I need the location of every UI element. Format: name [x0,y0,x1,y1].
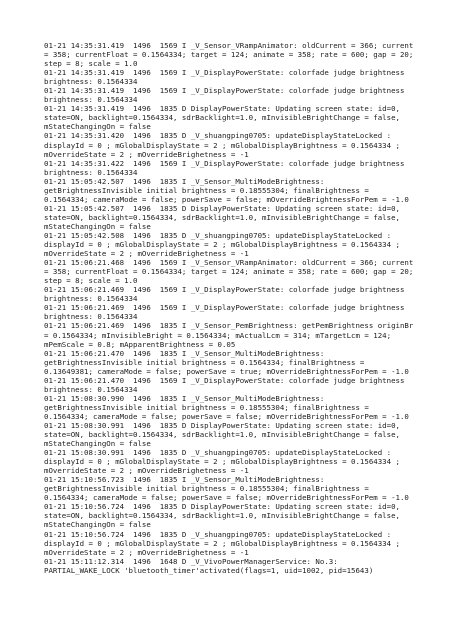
log-line: = 358; currentFloat = 0.1564334; target = 124; animate = 358; rate = 600; gap = 20; [44,50,414,60]
log-line: mStateChangingOn = false [44,122,151,132]
log-line: 01-21 14:35:31.419 1496 1835 D DisplayPowerState: Updating screen state: id=0, [44,104,400,114]
log-line: 01-21 15:06:21.470 1496 1569 I _V_DisplayPowerState: colorfade judge brightness [44,375,405,385]
log-line: 01-21 15:06:21.469 1496 1569 I _V_DisplayPowerState: colorfade judge brightness [44,285,405,295]
log-line: brightness: 0.1564334 [44,167,138,177]
log-line: 01-21 15:05:42.507 1496 1835 I _V_Sensor_MultiModeBrightness: [44,176,325,186]
log-line: 01-21 14:35:31.419 1496 1569 I _V_DisplayPowerState: colorfade judge brightness [44,86,405,96]
log-line: = 358; currentFloat = 0.1564334; target = 124; animate = 358; rate = 600; gap = 20; [44,267,414,277]
log-line: 01-21 14:35:31.420 1496 1835 D _V_shuangping0705: updateDisplayStateLocked : [44,131,392,141]
log-line: brightness: 0.1564334 [44,312,138,322]
log-line: displayId = 0 ; mGlobalDisplayState = 2 ; mGlobalDisplayBrightness = 0.1564334 ; [44,457,400,467]
log-line: PARTIAL_WAKE_LOCK 'bluetooth_timer'activated(flags=1, uid=1002, pid=15643) [44,565,374,575]
log-line: 01-21 15:05:42.508 1496 1835 D _V_shuangping0705: updateDisplayStateLocked : [44,230,392,240]
log-line: 01-21 15:10:56.724 1496 1835 D DisplayPowerState: Updating screen state: id=0, [44,502,400,512]
log-line: 0.1564334; cameraMode = false; powerSave = false; mOverrideBrightnessForPem = -1.0 [44,194,409,204]
log-line: 01-21 15:06:21.470 1496 1835 I _V_Sensor_MultiModeBrightness: [44,348,325,358]
log-line: getBrightnessInvisible initial brightness = 0.18555304; finalBrightness = [44,402,369,412]
log-line: state=ON, backlight=0.1564334, sdrBacklight=1.0, mInvisibleBrightChange = false, [44,430,400,440]
log-line: brightness: 0.1564334 [44,384,138,394]
log-line: mOverrideState = 2 ; mOverrideBrighetness = -1 [44,249,249,259]
log-line: step = 8; scale = 1.0 [44,276,138,286]
log-line: 0.1564334; cameraMode = false; powerSave = false; mOverrideBrightnessForPem = -1.0 [44,493,409,503]
log-line: 01-21 15:10:56.724 1496 1835 D _V_shuangping0705: updateDisplayStateLocked : [44,529,392,539]
log-line: mStateChangingOn = false [44,439,151,449]
log-line: 0.13649381; cameraMode = false; powerSave = true; mOverrideBrightnessForPem = -1.0 [44,366,409,376]
log-line: brightness: 0.1564334 [44,294,138,304]
log-line: 01-21 15:08:30.991 1496 1835 D _V_shuangping0705: updateDisplayStateLocked : [44,448,392,458]
log-line: state=ON, backlight=0.1564334, sdrBacklight=1.0, mInvisibleBrightChange = false, [44,212,400,222]
log-line: getBrightnessInvisible initial brightness = 0.18555304; finalBrightness = [44,484,369,494]
log-line: displayId = 0 ; mGlobalDisplayState = 2 ; mGlobalDisplayBrightness = 0.1564334 ; [44,538,400,548]
log-line: 01-21 15:08:30.990 1496 1835 I _V_Sensor_MultiModeBrightness: [44,393,325,403]
log-line: brightness: 0.1564334 [44,95,138,105]
log-line: = 0.1564334; mInvisibleBright = 0.1564334; mActualLcm = 314; mTargetLcm = 124; [44,330,392,340]
log-line: displayId = 0 ; mGlobalDisplayState = 2 ; mGlobalDisplayBrightness = 0.1564334 ; [44,240,400,250]
log-line: displayId = 0 ; mGlobalDisplayState = 2 ; mGlobalDisplayBrightness = 0.1564334 ; [44,140,400,150]
log-line: state=ON, backlight=0.1564334, sdrBacklight=1.0, mInvisibleBrightChange = false, [44,511,400,521]
log-line: step = 8; scale = 1.0 [44,59,138,69]
log-line: 0.1564334; cameraMode = false; powerSave = false; mOverrideBrightnessForPem = -1.0 [44,411,409,421]
log-line: getBrightnessInvisible initial brightness = 0.18555304; finalBrightness = [44,185,369,195]
log-line: state=ON, backlight=0.1564334, sdrBacklight=1.0, mInvisibleBrightChange = false, [44,113,400,123]
log-line: mStateChangingOn = false [44,221,151,231]
log-line: 01-21 14:35:31.419 1496 1569 I _V_Sensor_VRampAnimator: oldCurrent = 366; current [44,41,414,50]
log-line: 01-21 15:05:42.507 1496 1835 D DisplayPowerState: Updating screen state: id=0, [44,203,400,213]
log-line: 01-21 14:35:31.422 1496 1569 I _V_DisplayPowerState: colorfade judge brightness [44,158,405,168]
log-line: 01-21 15:06:21.469 1496 1835 I _V_Sensor_PemBrightness: getPemBrightness originBr [44,321,414,331]
log-line: 01-21 14:35:31.419 1496 1569 I _V_DisplayPowerState: colorfade judge brightness [44,68,405,78]
log-line: 01-21 15:11:12.314 1496 1648 D _V_VivoPowerManagerService: No.3: [44,556,338,566]
log-line: mOverrideState = 2 ; mOverrideBrighetness = -1 [44,466,249,476]
log-line: getBrightnessInvisible initial brightness = 0.1564334; finalBrightness = [44,357,365,367]
log-text-block [44,41,436,575]
log-line: 01-21 15:06:21.468 1496 1569 I _V_Sensor_VRampAnimator: oldCurrent = 366; current [44,258,414,268]
log-line: mStateChangingOn = false [44,520,151,530]
log-line: 01-21 15:06:21.469 1496 1569 I _V_DisplayPowerState: colorfade judge brightness [44,303,405,313]
log-line: mOverrideState = 2 ; mOverrideBrighetness = -1 [44,547,249,557]
log-line: 01-21 15:10:56.723 1496 1835 I _V_Sensor_MultiModeBrightness: [44,475,325,485]
log-line: 01-21 15:08:30.991 1496 1835 D DisplayPowerState: Updating screen state: id=0, [44,420,400,430]
log-line: mPemScale = 0.8; mApparentBrightness = 0.05 [44,339,236,349]
log-line: brightness: 0.1564334 [44,77,138,87]
log-line: mOverrideState = 2 ; mOverrideBrighetness = -1 [44,149,249,159]
